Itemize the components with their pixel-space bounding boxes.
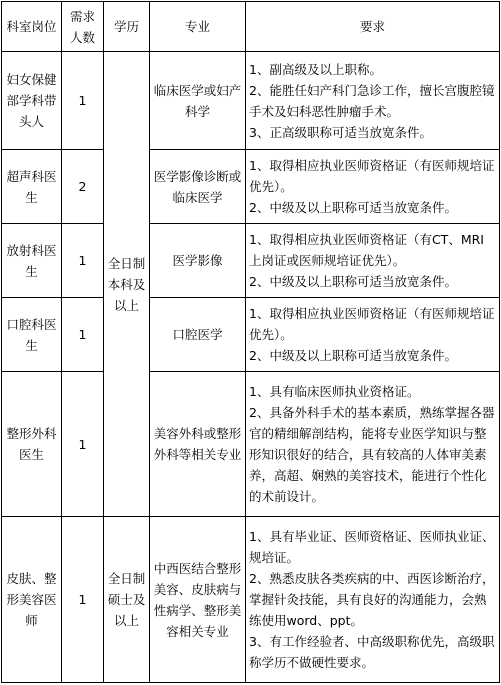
major-cell: 医学影像诊断或临床医学 (150, 150, 246, 224)
count-cell: 2 (62, 150, 104, 224)
requirement-line: 1、取得相应执业医师资格证（有医师规培证优先）。 (249, 306, 495, 342)
requirements-cell (246, 372, 500, 517)
major-cell: 医学影像 (150, 224, 246, 298)
requirement-line: 2、中级及以上职称可适当放宽条件。 (249, 200, 457, 215)
count-cell: 1 (62, 372, 104, 517)
table-row (2, 298, 500, 372)
requirements-cell (246, 224, 500, 298)
requirement-line: 1、副高级及以上职称。 (249, 61, 382, 77)
count-cell: 1 (62, 517, 104, 683)
dept-cell: 超声科医生 (2, 150, 62, 224)
requirement-line: 2、中级及以上职称可适当放宽条件。 (249, 274, 457, 289)
requirements-cell (246, 52, 500, 150)
header-major: 专业 (150, 2, 246, 52)
table-row (2, 52, 500, 150)
requirement-line: 3、正高级职称可适当放宽条件。 (249, 124, 432, 140)
count-cell: 1 (62, 224, 104, 298)
count-cell: 1 (62, 298, 104, 372)
dept-cell: 放射科医生 (2, 224, 62, 298)
table-row (2, 517, 500, 683)
requirement-line: 3、有工作经验者、中高级职称优先，高级职称学历不做硬性要求。 (249, 634, 495, 670)
recruitment-table (1, 1, 500, 683)
requirements-cell (246, 517, 500, 683)
dept-cell: 皮肤、整形美容医师 (2, 517, 62, 683)
table-row (2, 150, 500, 224)
major-cell: 中西医结合整形美容、皮肤病与性病学、整形美容相关专业 (150, 517, 246, 683)
requirement-line: 1、具有毕业证、医师资格证、医师执业证、规培证。 (249, 529, 495, 565)
education-cell: 全日制硕士及以上 (104, 517, 150, 683)
requirement-line: 1、取得相应执业医师资格证（有CT、MRI上岗证或医师规培证优先）。 (249, 232, 484, 268)
header-dept: 科室岗位 (2, 2, 62, 52)
dept-cell: 妇女保健部学科带头人 (2, 52, 62, 150)
table-row (2, 224, 500, 298)
requirement-line: 2、能胜任妇产科门急诊工作，擅长宫腹腔镜手术及妇科恶性肿瘤手术。 (249, 82, 495, 119)
major-cell: 口腔医学 (150, 298, 246, 372)
requirements-cell (246, 298, 500, 372)
requirements-cell (246, 150, 500, 224)
dept-cell: 整形外科医生 (2, 372, 62, 517)
dept-cell: 口腔科医生 (2, 298, 62, 372)
education-cell: 全日制本科及以上 (104, 52, 150, 517)
major-cell: 临床医学或妇产科学 (150, 52, 246, 150)
table-row (2, 372, 500, 517)
count-cell: 1 (62, 52, 104, 150)
requirement-line: 1、具有临床医师执业资格证。 (249, 384, 420, 399)
table-header-row (2, 2, 500, 52)
header-count: 需求人数 (62, 2, 104, 52)
major-cell: 美容外科或整形外科等相关专业 (150, 372, 246, 517)
header-requirements: 要求 (246, 2, 500, 52)
header-education: 学历 (104, 2, 150, 52)
requirement-line: 2、中级及以上职称可适当放宽条件。 (249, 348, 457, 363)
requirement-line: 1、取得相应执业医师资格证（有医师规培证优先）。 (249, 158, 495, 194)
requirement-line: 2、熟悉皮肤各类疾病的中、西医诊断治疗，掌握针灸技能，具有良好的沟通能力，会熟练使用word、ppt。 (249, 571, 495, 628)
requirement-line: 2、具备外科手术的基本素质，熟练掌握各器官的精细解剖结构，能将专业医学知识与整形知识很好的结合，具有较高的人体审美素养，高超、娴熟的美容技术，能进行个性化的术前设计。 (249, 405, 495, 504)
